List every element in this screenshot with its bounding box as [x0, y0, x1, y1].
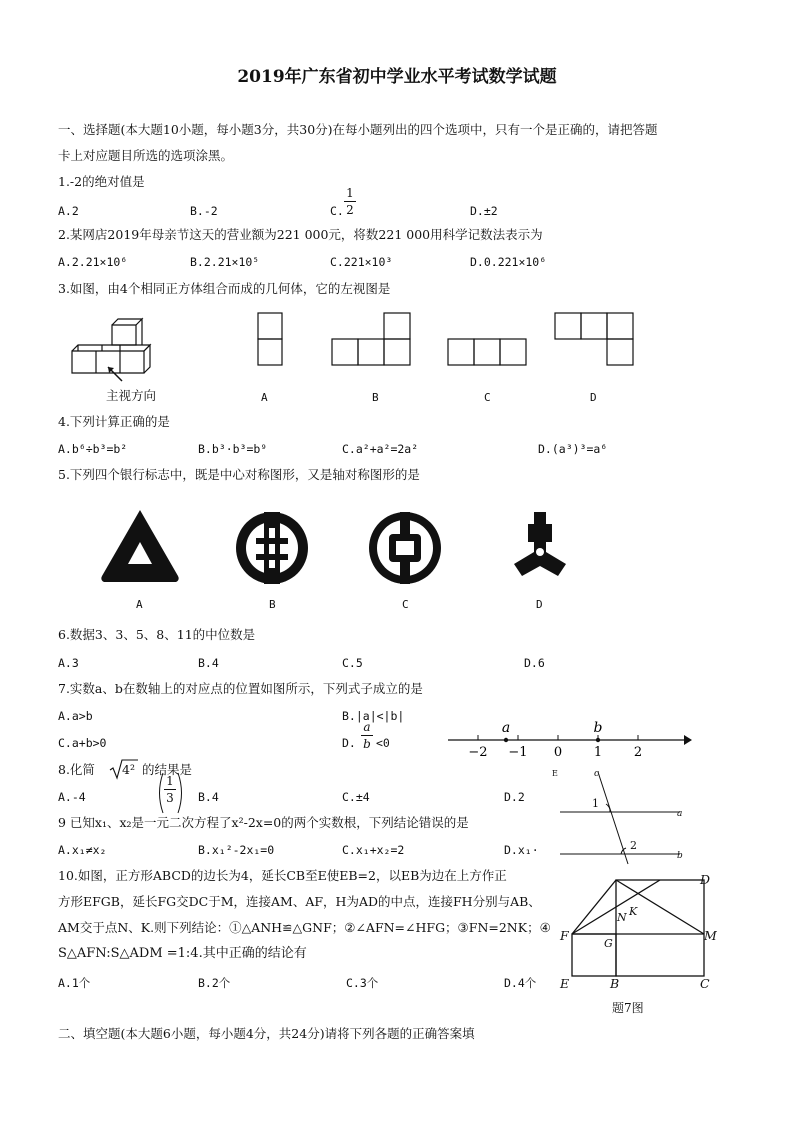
q7-option-c: C.a+b>0: [58, 736, 107, 750]
fig-label-c: C: [700, 976, 710, 991]
bank-logo-b: [236, 512, 308, 584]
q1-option-a: A.2: [58, 204, 79, 218]
q8-option-c: C.±4: [342, 790, 370, 804]
section1-header: 一、选择题(本大题10小题，每小题3分，共30分)在每小题列出的四个选项中，只有一个是正确的，请把答题: [58, 122, 658, 137]
label-line-c: c: [594, 769, 600, 779]
q1-option-b: B.-2: [190, 204, 218, 218]
q3-stem: 3.如图，由4个相同正方体组合而成的几何体，它的左视图是: [58, 281, 391, 296]
q1-stem: 1.-2的绝对值是: [58, 174, 145, 189]
point-a: [504, 738, 508, 742]
q3-label-d: D: [590, 391, 597, 404]
q8-handwritten-denominator: 3: [166, 791, 174, 805]
q1-option-c-fraction: [344, 186, 356, 217]
point-b: [596, 738, 600, 742]
section2-header: 二、填空题(本大题6小题，每小题4分，共24分)请将下列各题的正确答案填: [58, 1026, 475, 1041]
fig-label-k: K: [629, 905, 638, 918]
q3-option-b-figure: [332, 313, 410, 365]
q7-option-d-fraction: [361, 720, 373, 751]
q10-stem-line4: S△AFN:S△ADM =1:4.其中正确的结论有: [58, 946, 307, 961]
q4-option-c: C.a²+a²=2a²: [342, 442, 419, 456]
label-angle-1: 1: [592, 797, 599, 810]
label-line-a: a: [677, 809, 683, 819]
q5-label-c: C: [402, 598, 409, 611]
q8-stem-prefix: 8.化简: [58, 762, 95, 777]
q4-option-b: B.b³·b³=b⁹: [198, 442, 268, 456]
q8-handwritten-numerator: 1: [166, 774, 174, 788]
q1-option-c: C.: [330, 204, 344, 218]
square-figure: [564, 872, 714, 982]
axis-tick-label: −2: [468, 745, 488, 760]
axis-tick-label: −1: [508, 745, 528, 760]
q7-option-d-prefix: D.: [342, 736, 356, 750]
axis-tick-label: 0: [553, 745, 563, 760]
handwritten-parentheses: [156, 771, 186, 815]
bank-logo-c: [369, 512, 441, 584]
parallel-lines-figure: [550, 764, 690, 864]
q3-label-b: B: [372, 391, 379, 404]
fig-label-d: D: [700, 872, 711, 887]
q1-c-numerator: 1: [346, 186, 354, 200]
q7-stem: 7.实数a、b在数轴上的对应点的位置如图所示，下列式子成立的是: [58, 681, 423, 696]
q8-option-d: D.2: [504, 790, 525, 804]
q8-option-a: A.-4: [58, 790, 86, 804]
q5-label-d: D: [536, 598, 543, 611]
bank-logo-a: [101, 510, 178, 582]
axis-tick-label: 1: [593, 745, 603, 760]
point-a-label: a: [501, 720, 511, 736]
arrow-icon: [684, 735, 692, 745]
q6-option-d: D.6: [524, 656, 545, 670]
q10-option-c: C.3个: [346, 976, 379, 990]
q6-option-a: A.3: [58, 656, 79, 670]
point-b-label: b: [593, 720, 603, 736]
q2-option-c: C.221×10³: [330, 255, 393, 269]
page-title: 2019年广东省初中学业水平考试数学试题: [237, 67, 557, 87]
fig-label-g: G: [604, 937, 613, 950]
q7-option-a: A.a>b: [58, 709, 93, 723]
q10-stem-line3: AM交于点N、K.则下列结论：①△ANH≌△GNF；②∠AFN=∠HFG；③FN=2NK；④: [58, 920, 551, 935]
q8-stem-suffix: 的结果是: [142, 762, 193, 777]
q1-option-d: D.±2: [470, 204, 498, 218]
margin-mark: E: [552, 769, 558, 778]
fig-label-n: N: [617, 911, 627, 924]
q10-option-d: D.4个: [504, 976, 537, 990]
q7-d-denominator: b: [363, 737, 371, 751]
q2-option-d: D.0.221×10⁶: [470, 255, 547, 269]
q4-option-a: A.b⁶÷b³=b²: [58, 442, 128, 456]
q7-number-line: [448, 718, 698, 762]
q5-label-b: B: [269, 598, 276, 611]
q9-stem: 9 已知x₁、x₂是一元二次方程了x²-2x=0的两个实数根，下列结论错误的是: [58, 815, 469, 830]
q6-option-b: B.4: [198, 656, 219, 670]
q7-option-d-suffix: <0: [376, 736, 390, 750]
q10-stem-line1: 10.如图，正方形ABCD的边长为4，延长CB至E使EB=2，以EB为边在上方作正: [58, 868, 507, 883]
q7-option-b: B.|a|<|b|: [342, 709, 405, 723]
q4-stem: 4.下列计算正确的是: [58, 414, 170, 429]
q5-logos: [0, 498, 794, 598]
q3-option-c-figure: [448, 339, 526, 365]
label-line-b: b: [677, 851, 683, 861]
q9-option-c: C.x₁+x₂=2: [342, 843, 405, 857]
q10-option-b: B.2个: [198, 976, 231, 990]
q3-label-a: A: [261, 391, 268, 404]
bank-logo-d: [514, 512, 566, 576]
q10-option-a: A.1个: [58, 976, 91, 990]
q9-option-b: B.x₁²-2x₁=0: [198, 843, 275, 857]
q9-option-d: D.x₁·: [504, 843, 539, 857]
section1-header-cont: 卡上对应题目所选的选项涂黑。: [58, 148, 234, 163]
q3-option-d-figure: [555, 313, 633, 365]
q1-c-denominator: 2: [346, 203, 354, 217]
q3-label-c: C: [484, 391, 491, 404]
q5-stem: 5.下列四个银行标志中，既是中心对称图形，又是轴对称图形的是: [58, 467, 420, 482]
fig-label-m: M: [704, 928, 717, 943]
q10-stem-line2: 方形EFGB，延长FG交DC于M，连接AM、AF，H为AD的中点，连接FH分别与AB、: [58, 894, 541, 909]
q2-stem: 2.某网店2019年母亲节这天的营业额为221 000元，将数221 000用科学记数法表示为: [58, 227, 543, 242]
q3-solid-figure: [72, 319, 150, 373]
q3-caption: 主视方向: [106, 388, 157, 403]
q8-radicand: 4²: [122, 762, 135, 777]
q8-option-b: B.4: [198, 790, 219, 804]
q3-option-a-figure: [258, 313, 282, 365]
label-angle-2: 2: [630, 839, 637, 852]
fig-label-e: E: [560, 976, 570, 991]
q4-option-d: D.(a³)³=a⁶: [538, 442, 608, 456]
q6-stem: 6.数据3、3、5、8、11的中位数是: [58, 627, 256, 642]
q5-label-a: A: [136, 598, 143, 611]
q2-option-b: B.2.21×10⁵: [190, 255, 260, 269]
q9-option-a: A.x₁≠x₂: [58, 843, 107, 857]
q7-d-numerator: a: [363, 720, 371, 734]
fig-label-b: B: [610, 976, 620, 991]
figure-caption: 题7图: [612, 1001, 644, 1015]
fig-label-f: F: [560, 928, 569, 943]
q2-option-a: A.2.21×10⁶: [58, 255, 128, 269]
q6-option-c: C.5: [342, 656, 363, 670]
axis-tick-label: 2: [633, 745, 643, 760]
